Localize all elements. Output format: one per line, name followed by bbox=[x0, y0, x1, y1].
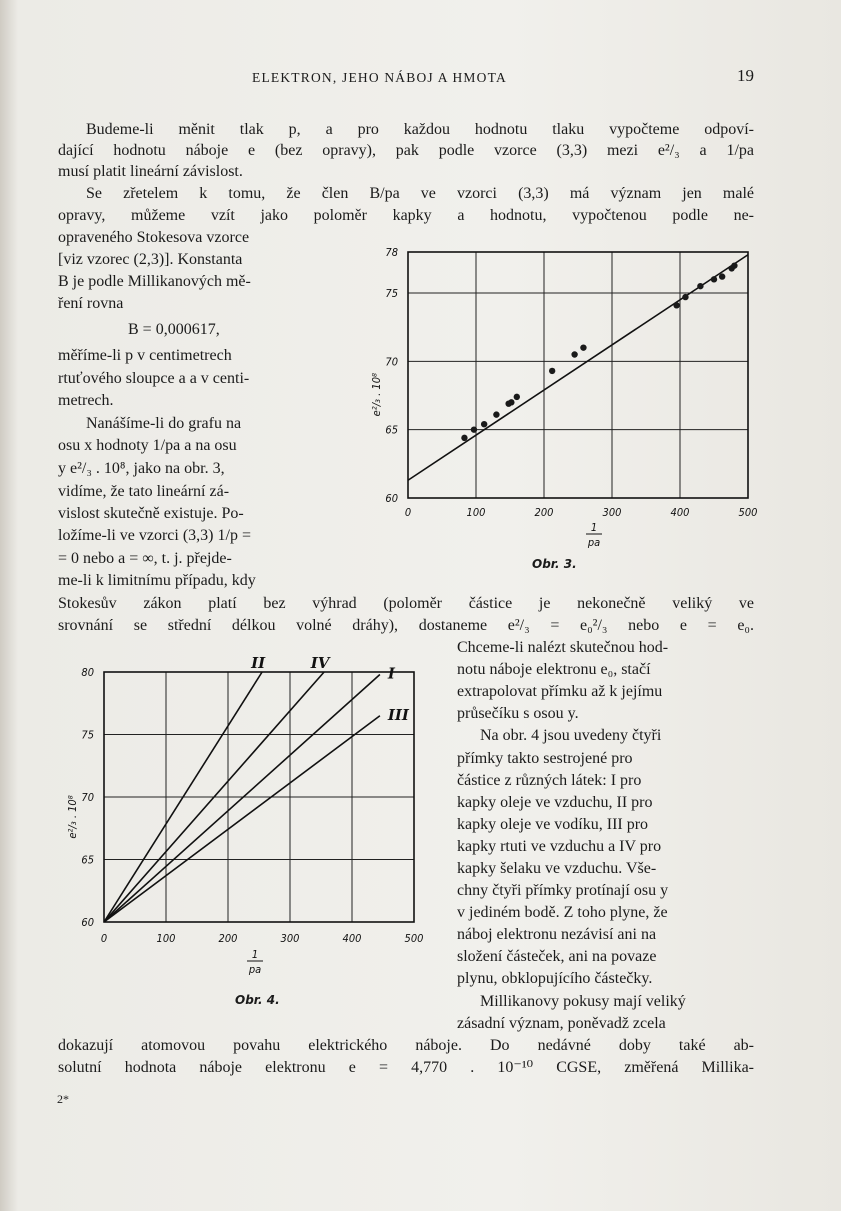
x-tick-label: 200 bbox=[534, 506, 554, 519]
data-point bbox=[514, 394, 520, 400]
y-tick-label: 80 bbox=[81, 666, 94, 679]
running-title: ELEKTRON, JEHO NÁBOJ A HMOTA bbox=[252, 70, 507, 85]
text-line: částice z různých látek: I pro bbox=[457, 772, 642, 789]
text-line: Se zřetelem k tomu, že člen B/pa ve vzorci (3,3) má význam jen malé bbox=[86, 185, 754, 202]
text-line: = 0 nebo a = ∞, t. j. přejde- bbox=[58, 550, 232, 567]
text-line: Na obr. 4 jsou uvedeny čtyři bbox=[480, 727, 662, 744]
text-line: náboj elektronu nezávisí ani na bbox=[457, 926, 657, 943]
text-line: y e²/₃ . 10⁸, jako na obr. 3, bbox=[58, 460, 225, 477]
signature-mark: 2* bbox=[57, 1092, 69, 1106]
text-line: složení částeček, ani na povaze bbox=[457, 948, 657, 965]
text-line: dokazují atomovou povahu elektrického náboje. Do nedávné doby také ab- bbox=[58, 1037, 754, 1054]
text-line: kapky rtuti ve vzduchu a IV pro bbox=[457, 838, 662, 855]
text-line: osu x hodnoty 1/pa a na osu bbox=[58, 437, 237, 454]
text-line: opravy, můžeme vzít jako poloměr kapky a hodnotu, vypočtenou podle ne- bbox=[58, 207, 754, 224]
figure-3-chart bbox=[340, 240, 770, 550]
page-number: 19 bbox=[737, 66, 754, 85]
text-line: ření rovna bbox=[58, 295, 124, 312]
y-tick-label: 70 bbox=[81, 791, 94, 804]
series-line-iii bbox=[104, 716, 380, 922]
text-line: chny čtyři přímky protínají osu y bbox=[457, 882, 669, 899]
text-line: metrech. bbox=[58, 392, 114, 409]
text-line: v jediném bodě. Z toho plyne, že bbox=[457, 904, 668, 921]
text-line: Budeme-li měnit tlak p, a pro každou hodnotu tlaku vypočteme odpoví- bbox=[86, 121, 754, 138]
text-line: kapky oleje ve vodíku, III pro bbox=[457, 816, 649, 833]
text-line: měříme-li p v centimetrech bbox=[58, 347, 232, 364]
y-tick-label: 65 bbox=[385, 423, 398, 437]
data-point bbox=[731, 262, 737, 268]
text-line: notu náboje elektronu e₀, stačí bbox=[457, 661, 651, 678]
text-line: srovnání se střední délkou volné dráhy), dostaneme e²/₃ = e₀²/₃ nebo e = e₀. bbox=[58, 617, 754, 634]
data-point bbox=[697, 283, 703, 289]
data-point bbox=[508, 399, 514, 405]
text-line: Chceme-li nalézt skutečnou hod- bbox=[457, 639, 669, 656]
x-tick-label: 400 bbox=[342, 932, 362, 945]
x-tick-label: 0 bbox=[100, 932, 108, 945]
figure-4-caption: Obr. 4. bbox=[235, 993, 280, 1007]
text-line: plynu, obklopujícího částečky. bbox=[457, 970, 653, 987]
y-tick-label: 75 bbox=[385, 287, 398, 300]
x-tick-label: 500 bbox=[404, 932, 424, 945]
y-axis-label: e²/₃ . 10⁸ bbox=[66, 795, 79, 839]
x-tick-label: 100 bbox=[156, 932, 176, 945]
x-axis-label-numerator: 1 bbox=[590, 521, 598, 534]
text-line: me-li k limitnímu případu, kdy bbox=[58, 572, 256, 589]
figure-3-caption: Obr. 3. bbox=[532, 557, 577, 571]
x-axis-label-denominator: pa bbox=[248, 963, 262, 976]
text-line: Nanášíme-li do grafu na bbox=[86, 415, 242, 432]
figure-4-plot bbox=[66, 655, 423, 976]
series-label-iii: III bbox=[387, 705, 409, 724]
data-point bbox=[571, 351, 577, 357]
text-line: kapky šelaku ve vzduchu. Vše- bbox=[457, 860, 657, 877]
x-tick-label: 300 bbox=[280, 932, 300, 945]
x-tick-label: 100 bbox=[466, 506, 486, 519]
text-line: kapky oleje ve vzduchu, II pro bbox=[457, 794, 653, 811]
text-line: dající hodnotu náboje e (bez opravy), pak podle vzorce (3,3) mezi e²/₃ a 1/pa bbox=[58, 142, 754, 159]
data-point bbox=[549, 368, 555, 374]
x-tick-label: 300 bbox=[602, 506, 622, 519]
y-axis-label: e²/₃ . 10⁸ bbox=[370, 373, 383, 417]
text-line: solutní hodnota náboje elektronu e = 4,770 . 10⁻¹⁰ CGSE, změřená Millika- bbox=[58, 1059, 754, 1076]
text-line: vidíme, že tato lineární zá- bbox=[58, 483, 230, 500]
text-line: B je podle Millikanových mě- bbox=[58, 273, 251, 290]
x-tick-label: 500 bbox=[738, 506, 758, 519]
text-line: opraveného Stokesova vzorce bbox=[58, 229, 250, 246]
y-tick-label: 65 bbox=[81, 853, 94, 867]
figure-4-chart bbox=[40, 655, 450, 995]
data-point bbox=[673, 302, 679, 308]
y-tick-label: 78 bbox=[385, 246, 398, 259]
x-tick-label: 0 bbox=[404, 506, 412, 519]
text-line: přímky takto sestrojené pro bbox=[457, 750, 633, 767]
text-line: ložíme-li ve vzorci (3,3) 1/p = bbox=[58, 527, 251, 544]
data-point bbox=[719, 273, 725, 279]
data-point bbox=[461, 435, 467, 441]
x-tick-label: 400 bbox=[670, 506, 690, 519]
data-point bbox=[580, 344, 586, 350]
series-label-i: I bbox=[387, 664, 395, 683]
text-line: [viz vzorec (2,3)]. Konstanta bbox=[58, 251, 243, 268]
series-label-iv: IV bbox=[310, 655, 330, 672]
y-tick-label: 70 bbox=[385, 355, 398, 369]
x-tick-label: 200 bbox=[218, 932, 238, 945]
text-line: rtuťového sloupce a a v centi- bbox=[58, 370, 250, 387]
series-line-i bbox=[104, 675, 380, 923]
text-line: Stokesův zákon platí bez výhrad (poloměr částice je nekonečně veliký ve bbox=[58, 595, 754, 612]
series-label-ii: II bbox=[251, 655, 266, 672]
fit-line bbox=[408, 255, 748, 481]
text-line: musí platit lineární závislost. bbox=[58, 163, 243, 180]
data-point bbox=[471, 426, 477, 432]
x-axis-label-numerator: 1 bbox=[251, 948, 259, 961]
text-line: extrapolovat přímku až k jejímu bbox=[457, 683, 663, 700]
data-point bbox=[481, 421, 487, 427]
data-point bbox=[493, 411, 499, 417]
text-line: zásadní význam, poněvadž zcela bbox=[457, 1015, 666, 1032]
data-point bbox=[711, 276, 717, 282]
y-tick-label: 60 bbox=[81, 916, 94, 929]
equation: B = 0,000617, bbox=[128, 321, 220, 338]
data-point bbox=[682, 294, 688, 300]
figure-3-plot bbox=[370, 246, 757, 549]
text-line: Millikanovy pokusy mají veliký bbox=[480, 993, 686, 1010]
y-tick-label: 75 bbox=[81, 728, 94, 742]
text-line: průsečíku s osou y. bbox=[457, 705, 579, 722]
y-tick-label: 60 bbox=[385, 492, 398, 505]
x-axis-label-denominator: pa bbox=[587, 536, 601, 549]
text-line: vislost skutečně existuje. Po- bbox=[58, 505, 244, 522]
